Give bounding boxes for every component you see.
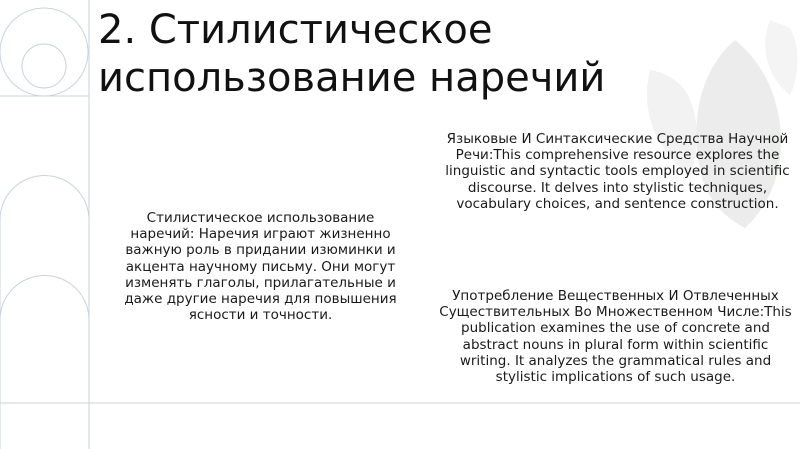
small-circle-outline: [22, 44, 66, 88]
slide-title: 2. Стилистическое использование наречий: [98, 7, 606, 101]
large-circle-outline: [0, 8, 88, 96]
reference-paragraph-syntax: Языковые И Синтаксические Средства Научной Речи:This comprehensive resource explores the linguistic and syntactic tools employed in scientific discourse. It delves into stylistic techniques, vocabulary choices, and sentence construction.: [445, 131, 790, 212]
upper-arch-outline: [0, 176, 89, 449]
adverbs-usage-paragraph: Стилистическое использование наречий: Наречия играют жизненно важную роль в придании изюминки и акцента научному письму. Они могут изменять глаголы, прилагательные и даже другие наречия для повышения ясности и точности.: [124, 210, 397, 324]
reference-paragraph-nouns: Употребление Вещественных И Отвлеченных Существительных Во Множественном Числе:This publication examines the use of concrete and abstract nouns in plural form within scientific writing. It analyzes the grammatical rules and stylistic implications of such usage.: [439, 288, 792, 386]
lower-arch-outline: [0, 276, 89, 321]
